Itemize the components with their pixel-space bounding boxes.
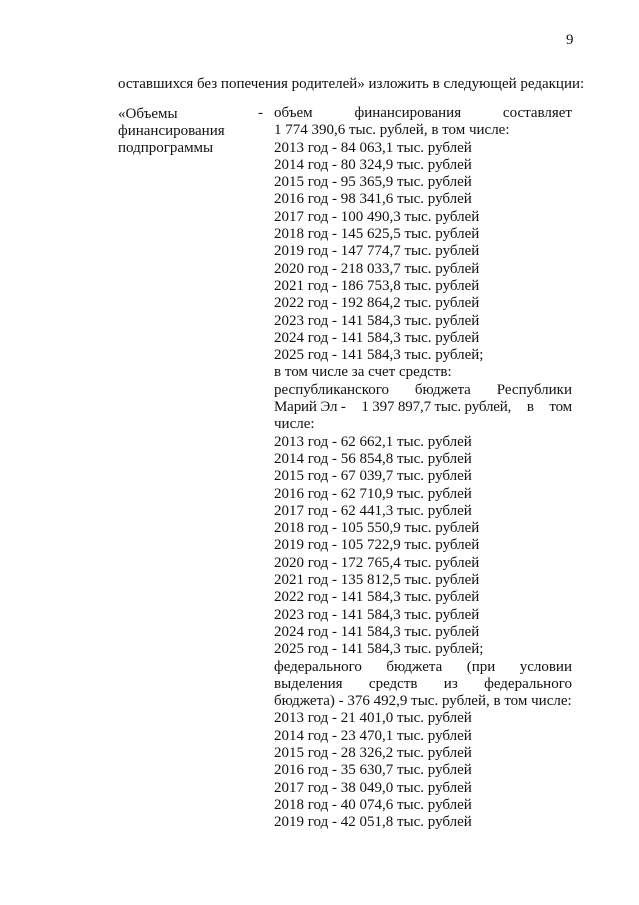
year-line: 2013 год - 21 401,0 тыс. рублей xyxy=(274,710,472,727)
word: бюджета xyxy=(414,381,471,398)
year-line: 2021 год - 135 812,5 тыс. рублей xyxy=(274,572,480,589)
total-years-list xyxy=(274,140,572,365)
year-line: 2021 год - 186 753,8 тыс. рублей xyxy=(274,277,480,294)
funding-label xyxy=(118,105,258,156)
word: бюджета xyxy=(386,658,443,675)
word: 1 397 897,7 тыс. рублей, xyxy=(361,399,512,416)
label-line-2: финансирования xyxy=(118,123,225,139)
year-line: 2019 год - 105 722,9 тыс. рублей xyxy=(274,537,480,554)
word: республиканского xyxy=(274,381,389,398)
label-line-1: «Объемы xyxy=(118,106,178,122)
year-line: 2014 год - 23 470,1 тыс. рублей xyxy=(274,727,472,744)
page-number: 9 xyxy=(566,32,574,48)
word: федерального xyxy=(484,675,572,692)
republic-years-list xyxy=(274,434,572,659)
year-line: 2024 год - 141 584,3 тыс. рублей xyxy=(274,623,480,640)
year-line: 2016 год - 62 710,9 тыс. рублей xyxy=(274,485,472,502)
word: условии xyxy=(519,658,572,675)
federal-years-list xyxy=(274,710,572,831)
intro-paragraph: оставшихся без попечения родителей» изложить в следующей редакции: xyxy=(118,76,585,92)
year-line: 2025 год - 141 584,3 тыс. рублей; xyxy=(274,347,484,364)
year-line: 2017 год - 38 049,0 тыс. рублей xyxy=(274,779,472,796)
word: (при xyxy=(466,658,496,675)
year-line: 2020 год - 172 765,4 тыс. рублей xyxy=(274,554,480,571)
year-line: 2018 год - 105 550,9 тыс. рублей xyxy=(274,520,480,537)
word: том xyxy=(549,399,572,416)
year-line: 2014 год - 56 854,8 тыс. рублей xyxy=(274,450,472,467)
word: Республики xyxy=(496,381,572,398)
year-line: 2018 год - 145 625,5 тыс. рублей xyxy=(274,226,480,243)
label-line-3: подпрограммы xyxy=(118,140,214,156)
word: средств xyxy=(368,675,418,692)
year-line: 2016 год - 98 341,6 тыс. рублей xyxy=(274,191,472,208)
year-line: 2013 год - 62 662,1 тыс. рублей xyxy=(274,433,472,450)
funding-content xyxy=(274,105,572,831)
total-heading xyxy=(274,105,572,122)
year-line: 2017 год - 62 441,3 тыс. рублей xyxy=(274,502,472,519)
year-line: 2015 год - 28 326,2 тыс. рублей xyxy=(274,744,472,761)
year-line: 2025 год - 141 584,3 тыс. рублей; xyxy=(274,641,484,658)
label-dash: - xyxy=(258,105,263,121)
word: в xyxy=(526,399,534,416)
year-line: 2016 год - 35 630,7 тыс. рублей xyxy=(274,762,472,779)
year-line: 2017 год - 100 490,3 тыс. рублей xyxy=(274,208,480,225)
year-line: 2023 год - 141 584,3 тыс. рублей xyxy=(274,312,480,329)
year-line: 2013 год - 84 063,1 тыс. рублей xyxy=(274,139,472,156)
sources-intro: в том числе за счет средств: xyxy=(274,364,452,381)
year-line: 2015 год - 67 039,7 тыс. рублей xyxy=(274,468,472,485)
year-line: 2022 год - 141 584,3 тыс. рублей xyxy=(274,589,480,606)
word: федерального xyxy=(274,658,362,675)
word: объем xyxy=(274,105,313,121)
republic-budget-amount xyxy=(274,399,572,416)
federal-budget-heading xyxy=(274,659,572,676)
word: составляет xyxy=(502,105,572,121)
republic-budget-heading xyxy=(274,382,572,399)
year-line: 2019 год - 147 774,7 тыс. рублей xyxy=(274,243,480,260)
word: финансирования xyxy=(354,105,462,121)
federal-budget-amount: бюджета) - 376 492,9 тыс. рублей, в том числе: xyxy=(274,693,572,710)
word: выделения xyxy=(274,675,343,692)
republic-budget-tail: числе: xyxy=(274,416,315,433)
year-line: 2018 год - 40 074,6 тыс. рублей xyxy=(274,796,472,813)
total-amount: 1 774 390,6 тыс. рублей, в том числе: xyxy=(274,122,510,139)
year-line: 2014 год - 80 324,9 тыс. рублей xyxy=(274,156,472,173)
year-line: 2023 год - 141 584,3 тыс. рублей xyxy=(274,606,480,623)
year-line: 2020 год - 218 033,7 тыс. рублей xyxy=(274,260,480,277)
year-line: 2015 год - 95 365,9 тыс. рублей xyxy=(274,174,472,191)
year-line: 2024 год - 141 584,3 тыс. рублей xyxy=(274,329,480,346)
federal-budget-condition xyxy=(274,676,572,693)
word: из xyxy=(443,675,458,692)
year-line: 2019 год - 42 051,8 тыс. рублей xyxy=(274,814,472,831)
word: Марий Эл - xyxy=(274,399,346,416)
year-line: 2022 год - 192 864,2 тыс. рублей xyxy=(274,295,480,312)
